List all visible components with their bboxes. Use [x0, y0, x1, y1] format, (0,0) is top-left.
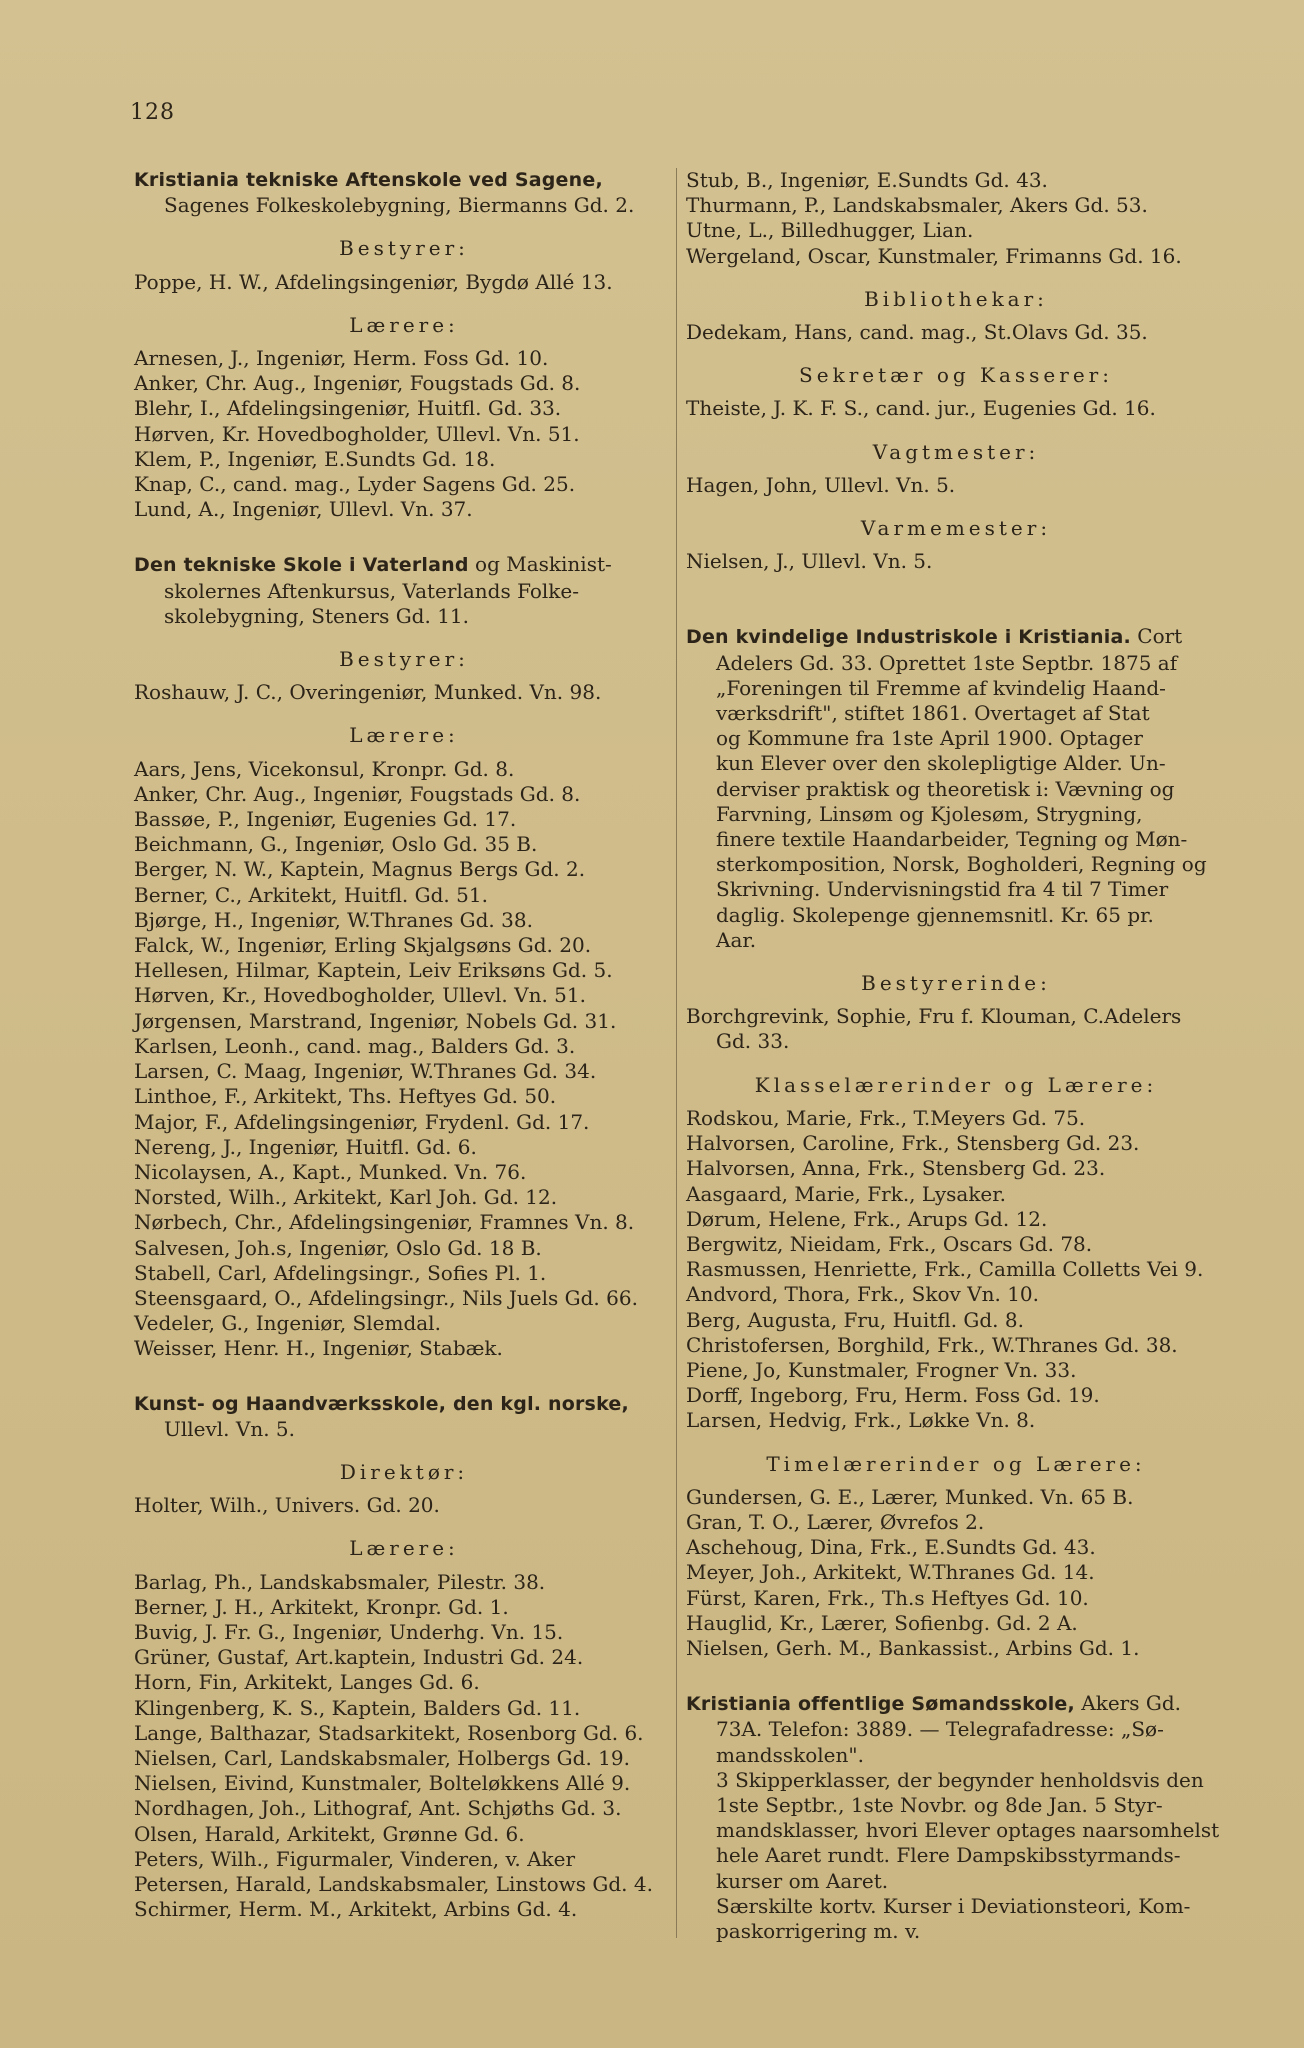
list-item: Vedeler, G., Ingeniør, Slemdal. — [134, 1311, 441, 1336]
subheading: Bibliothekar: — [864, 286, 1048, 311]
entry: Dedekam, Hans, cand. mag., St.Olavs Gd. 35. — [686, 320, 1148, 345]
body-line: Farvning, Linsøm og Kjolesøm, Strygning, — [716, 801, 1143, 826]
list-item: Hørven, Kr., Hovedbogholder, Ullevl. Vn. 51. — [134, 983, 586, 1008]
list-item: Hauglid, Kr., Lærer, Sofienbg. Gd. 2 A. — [686, 1610, 1078, 1635]
subheading: Lærere: — [349, 312, 459, 337]
section-heading: Den tekniske Skole i Vaterland — [134, 554, 469, 577]
body-line: kun Elever over den skolepligtige Alder. Un- — [716, 751, 1166, 776]
list-item: Blehr, I., Afdelingsingeniør, Huitfl. Gd. 33. — [134, 396, 562, 421]
list-item: Bassøe, P., Ingeniør, Eugenies Gd. 17. — [134, 807, 517, 832]
list-item: Aschehoug, Dina, Frk., E.Sundts Gd. 43. — [686, 1535, 1096, 1560]
subheading: Lærere: — [349, 723, 459, 748]
subheading: Bestyrer: — [339, 236, 469, 261]
section-heading: Den kvindelige Industriskole i Kristiania. — [686, 626, 1131, 649]
body-line: kurser om Aaret. — [716, 1868, 889, 1893]
list-item: Hellesen, Hilmar, Kaptein, Leiv Eriksøns Gd. 5. — [134, 958, 613, 983]
list-item: Dorff, Ingeborg, Fru, Herm. Foss Gd. 19. — [686, 1383, 1100, 1408]
list-item: Klingenberg, K. S., Kaptein, Balders Gd. 11. — [134, 1695, 581, 1720]
subheading: Direktør: — [339, 1459, 469, 1484]
list-item: Klem, P., Ingeniør, E.Sundts Gd. 18. — [134, 446, 496, 471]
subheading: Timelærerinder og Lærere: — [766, 1451, 1146, 1476]
body-line: finere textile Haandarbeider, Tegning og Møn- — [716, 827, 1188, 852]
list-item: Steensgaard, O., Afdelingsingr., Nils Juels Gd. 66. — [134, 1285, 638, 1310]
body-line: sterkomposition, Norsk, Bogholderi, Regning og — [716, 852, 1207, 877]
section-address: skolebygning, Steners Gd. 11. — [164, 603, 470, 628]
list-item: Nørbech, Chr., Afdelingsingeniør, Framnes Vn. 8. — [134, 1210, 635, 1235]
list-item: Buvig, J. Fr. G., Ingeniør, Underhg. Vn. 15. — [134, 1619, 564, 1644]
body-line: 73A. Telefon: 3889. — Telegrafadresse: „Sø- — [716, 1717, 1164, 1742]
section-address: Ullevl. Vn. 5. — [164, 1416, 296, 1441]
body-line: 1ste Septbr., 1ste Novbr. og 8de Jan. 5 Styr- — [716, 1792, 1163, 1817]
list-item: Petersen, Harald, Landskabsmaler, Linstows Gd. 4. — [134, 1871, 653, 1896]
list-item: Norsted, Wilh., Arkitekt, Karl Joh. Gd. 12. — [134, 1185, 558, 1210]
list-item: Schirmer, Herm. M., Arkitekt, Arbins Gd. 4. — [134, 1897, 578, 1922]
list-item: Anker, Chr. Aug., Ingeniør, Fougstads Gd. 8. — [134, 781, 581, 806]
list-item: Knap, C., cand. mag., Lyder Sagens Gd. 25. — [134, 472, 576, 497]
list-item: Olsen, Harald, Arkitekt, Grønne Gd. 6. — [134, 1821, 525, 1846]
list-item: Salvesen, Joh.s, Ingeniør, Oslo Gd. 18 B. — [134, 1235, 542, 1260]
body-line: Adelers Gd. 33. Oprettet 1ste Septbr. 1875 af — [716, 650, 1178, 675]
list-item: Lange, Balthazar, Stadsarkitekt, Rosenborg Gd. 6. — [134, 1720, 644, 1745]
body-line: Særskilte kortv. Kurser i Deviationsteori, Kom- — [716, 1893, 1191, 1918]
entry: Poppe, H. W., Afdelingsingeniør, Bygdø Allé 13. — [134, 269, 613, 294]
list-item: Major, F., Afdelingsingeniør, Frydenl. Gd. 17. — [134, 1109, 590, 1134]
list-item: Rasmussen, Henriette, Frk., Camilla Colletts Vei 9. — [686, 1257, 1204, 1282]
list-item: Anker, Chr. Aug., Ingeniør, Fougstads Gd. 8. — [134, 371, 581, 396]
subheading: Lærere: — [349, 1536, 459, 1561]
entry-list — [134, 757, 674, 1362]
subheading: Sekretær og Kasserer: — [799, 363, 1113, 388]
body-line: mandsklasser, hvori Elever optages naarsomhelst — [716, 1818, 1220, 1843]
body-line: 3 Skipperklasser, der begynder henholdsvis den — [716, 1767, 1204, 1792]
entry: Hagen, John, Ullevl. Vn. 5. — [686, 472, 956, 497]
body-line: hele Aaret rundt. Flere Dampskibsstyrmands- — [716, 1843, 1181, 1868]
body-line: daglig. Skolepenge gjennemsnitl. Kr. 65 pr. — [716, 902, 1154, 927]
list-item: Thurmann, P., Landskabsmaler, Akers Gd. 53. — [686, 193, 1148, 218]
list-item: Dørum, Helene, Frk., Arups Gd. 12. — [686, 1206, 1048, 1231]
list-item: Halvorsen, Caroline, Frk., Stensberg Gd. 23. — [686, 1131, 1140, 1156]
section-address: Sagenes Folkeskolebygning, Biermanns Gd. 2. — [164, 193, 635, 218]
list-item: Nielsen, Carl, Landskabsmaler, Holbergs Gd. 19. — [134, 1745, 630, 1770]
list-item: Barlag, Ph., Landskabsmaler, Pilestr. 38. — [134, 1569, 546, 1594]
list-item: Larsen, C. Maag, Ingeniør, W.Thranes Gd. 34. — [134, 1059, 597, 1084]
list-item: Falck, W., Ingeniør, Erling Skjalgsøns Gd. 20. — [134, 933, 592, 958]
list-item: Gundersen, G. E., Lærer, Munked. Vn. 65 B. — [686, 1484, 1134, 1509]
subheading: Vagtmester: — [872, 439, 1040, 464]
section-heading-line — [134, 552, 674, 578]
list-item: Aasgaard, Marie, Frk., Lysaker. — [686, 1181, 1006, 1206]
entry: Borchgrevink, Sophie, Fru f. Klouman, C.Adelers — [686, 1004, 1182, 1029]
entry: Holter, Wilh., Univers. Gd. 20. — [134, 1493, 440, 1518]
body-line: værksdrift", stiftet 1861. Overtaget af Stat — [716, 701, 1150, 726]
section-body — [686, 1717, 1226, 1944]
section-address: skolernes Aftenkursus, Vaterlands Folke- — [164, 578, 580, 603]
list-item: Bjørge, H., Ingeniør, W.Thranes Gd. 38. — [134, 907, 533, 932]
section-heading-rest: Cort — [1130, 624, 1183, 649]
list-item: Aars, Jens, Vicekonsul, Kronpr. Gd. 8. — [134, 756, 515, 781]
list-item: Nordhagen, Joh., Lithograf, Ant. Schjøths Gd. 3. — [134, 1796, 622, 1821]
section-heading: Kristiania tekniske Aftenskole ved Sagene, — [134, 169, 603, 191]
section-heading: Kunst- og Haandværksskole, den kgl. norske, — [134, 1392, 629, 1415]
section-heading-line — [686, 624, 1226, 650]
entry-list — [686, 1485, 1226, 1661]
list-item: Horn, Fin, Arkitekt, Langes Gd. 6. — [134, 1670, 480, 1695]
list-item: Berg, Augusta, Fru, Huitfl. Gd. 8. — [686, 1307, 1024, 1332]
entry: Roshauw, J. C., Overingeniør, Munked. Vn. 98. — [134, 680, 602, 705]
list-item: Grüner, Gustaf, Art.kaptein, Industri Gd. 24. — [134, 1645, 584, 1670]
list-item: Berger, N. W., Kaptein, Magnus Bergs Gd. 2. — [134, 857, 586, 882]
list-item: Nicolaysen, A., Kapt., Munked. Vn. 76. — [134, 1159, 527, 1184]
list-item: Rodskou, Marie, Frk., T.Meyers Gd. 75. — [686, 1105, 1086, 1130]
entry: Theiste, J. K. F. S., cand. jur., Eugenies Gd. 16. — [686, 396, 1156, 421]
entry-continuation: Gd. 33. — [716, 1029, 790, 1054]
left-column — [134, 168, 674, 1922]
entry-list — [686, 168, 1226, 269]
entry-list — [134, 346, 674, 522]
list-item: Bergwitz, Nieidam, Frk., Oscars Gd. 78. — [686, 1231, 1093, 1256]
list-item: Gran, T. O., Lærer, Øvrefos 2. — [686, 1509, 985, 1534]
right-column — [686, 168, 1226, 1944]
column-divider — [676, 168, 677, 1938]
body-line: Aar. — [716, 927, 757, 952]
list-item: Peters, Wilh., Figurmaler, Vinderen, v. Aker — [134, 1846, 576, 1871]
body-line: og Kommune fra 1ste April 1900. Optager — [716, 726, 1143, 751]
list-item: Nereng, J., Ingeniør, Huitfl. Gd. 6. — [134, 1134, 477, 1159]
entry: Nielsen, J., Ullevl. Vn. 5. — [686, 549, 933, 574]
subheading: Bestyrer: — [339, 647, 469, 672]
list-item: Piene, Jo, Kunstmaler, Frogner Vn. 33. — [686, 1357, 1077, 1382]
list-item: Andvord, Thora, Frk., Skov Vn. 10. — [686, 1282, 1039, 1307]
list-item: Nielsen, Eivind, Kunstmaler, Bolteløkkens Allé 9. — [134, 1771, 631, 1796]
list-item: Nielsen, Gerh. M., Bankassist., Arbins Gd. 1. — [686, 1635, 1140, 1660]
list-item: Linthoe, F., Arkitekt, Ths. Heftyes Gd. 50. — [134, 1084, 557, 1109]
list-item: Weisser, Henr. H., Ingeniør, Stabæk. — [134, 1336, 503, 1361]
list-item: Christofersen, Borghild, Frk., W.Thranes Gd. 38. — [686, 1332, 1178, 1357]
subheading: Klasselærerinder og Lærere: — [754, 1072, 1158, 1097]
list-item: Karlsen, Leonh., cand. mag., Balders Gd. 3. — [134, 1033, 576, 1058]
entry-list — [686, 1106, 1226, 1434]
section-body — [686, 651, 1226, 953]
list-item: Meyer, Joh., Arkitekt, W.Thranes Gd. 14. — [686, 1560, 1095, 1585]
list-item: Stub, B., Ingeniør, E.Sundts Gd. 43. — [686, 168, 1048, 192]
body-line: derviser praktisk og theoretisk i: Vævning og — [716, 776, 1175, 801]
page-number: 128 — [130, 100, 175, 125]
list-item: Utne, L., Billedhugger, Lian. — [686, 218, 974, 243]
subheading: Bestyrerinde: — [861, 971, 1051, 996]
body-line: paskorrigering m. v. — [716, 1918, 921, 1943]
subheading: Varmemester: — [860, 516, 1052, 541]
list-item: Berner, J. H., Arkitekt, Kronpr. Gd. 1. — [134, 1594, 509, 1619]
section-heading-line — [686, 1691, 1226, 1717]
list-item: Fürst, Karen, Frk., Th.s Heftyes Gd. 10. — [686, 1585, 1089, 1610]
entry-list — [134, 1570, 674, 1923]
section-heading-rest: Akers Gd. — [1074, 1691, 1181, 1716]
list-item: Jørgensen, Marstrand, Ingeniør, Nobels Gd. 31. — [134, 1008, 617, 1033]
list-item: Arnesen, J., Ingeniør, Herm. Foss Gd. 10. — [134, 346, 549, 371]
body-line: mandsskolen". — [716, 1742, 864, 1767]
section-heading-rest: og Maskinist- — [468, 552, 612, 577]
list-item: Larsen, Hedvig, Frk., Løkke Vn. 8. — [686, 1408, 1036, 1433]
list-item: Stabell, Carl, Afdelingsingr., Sofies Pl. 1. — [134, 1260, 547, 1285]
list-item: Beichmann, G., Ingeniør, Oslo Gd. 35 B. — [134, 832, 538, 857]
body-line: „Foreningen til Fremme af kvindelig Haand- — [716, 675, 1166, 700]
section-heading: Kristiania offentlige Sømandsskole, — [686, 1693, 1075, 1716]
list-item: Berner, C., Arkitekt, Huitfl. Gd. 51. — [134, 882, 488, 907]
body-line: Skrivning. Undervisningstid fra 4 til 7 Timer — [716, 877, 1169, 902]
list-item: Wergeland, Oscar, Kunstmaler, Frimanns Gd. 16. — [686, 243, 1182, 268]
list-item: Halvorsen, Anna, Frk., Stensberg Gd. 23. — [686, 1156, 1106, 1181]
list-item: Lund, A., Ingeniør, Ullevl. Vn. 37. — [134, 497, 473, 522]
list-item: Hørven, Kr. Hovedbogholder, Ullevl. Vn. 51. — [134, 421, 580, 446]
